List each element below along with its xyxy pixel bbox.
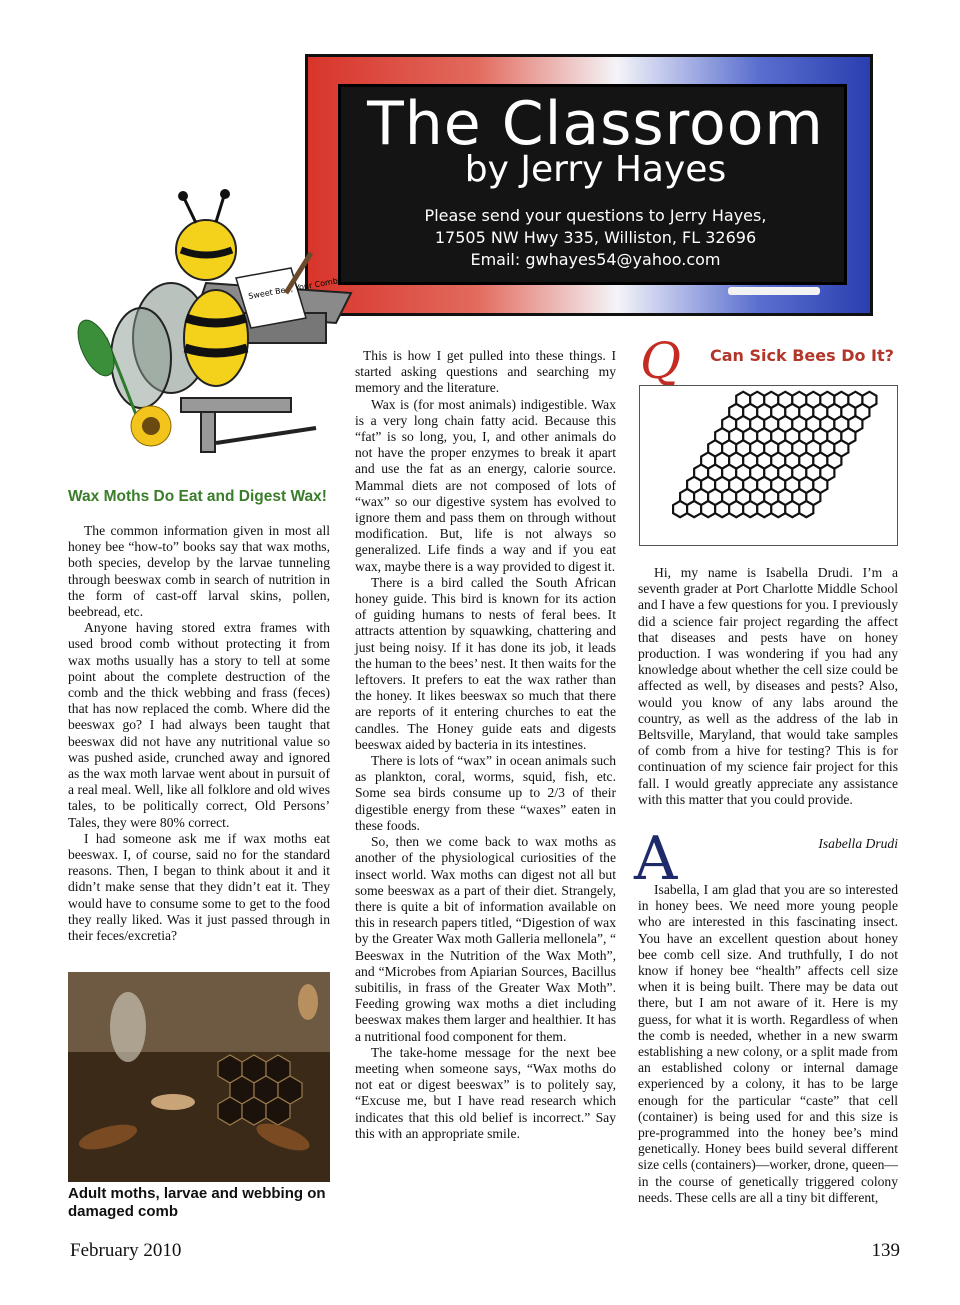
question-body xyxy=(638,565,898,808)
left-article-heading: Wax Moths Do Eat and Digest Wax! xyxy=(68,488,327,505)
contact-line-2: 17505 NW Hwy 335, Williston, FL 32696 xyxy=(434,228,757,247)
paragraph: There is lots of “wax” in ocean animals such as plankton, coral, worms, squid, fish, etc. Some sea birds consume up to 2/3 of their digestible energy from these “waxes” eaten in these foods. xyxy=(355,753,616,833)
wax-moth-photo xyxy=(68,972,330,1182)
left-article-body xyxy=(68,523,330,944)
paragraph: Isabella, I am glad that you are so interested in honey bees. We need more young people who are interested in this fascinating insect. You have an excellent question about honey bee comb cell size. And truthfully, I do not know if honey bee “health” affects cell size when it is being built. There may be data out there, but I am not aware of it. Here is my guess, for what it is worth. Regardless of when the comb is needed, whether in a new swarm establishing a new colony, or a split made from an established colony or internal damage experienced by a colony, it has to be large enough for the particular “caste” that cell (container) is being used for and this size is pre-programmed into the honey bee’s mind genetically. Honey bees build several different size cells (containers)—worker, drone, queen—in the course of genetically triggered colony needs. These cells are all a tiny bit different, xyxy=(638,882,898,1205)
comb-cell xyxy=(715,501,729,517)
paragraph: I had someone ask me if wax moths eat beeswax. I, of course, said no for the standard reasons. Then, I began to think about it and it didn’t make sense that they didn’t eat it. They would have to consume some to get to the food they really liked. Was it just passed through in their feces/excretia? xyxy=(68,830,330,944)
contact-info xyxy=(341,205,850,271)
comb-cell xyxy=(743,501,757,517)
comb-cell xyxy=(729,501,743,517)
note-text: Sweet Bee, Your Comb? xyxy=(247,275,343,301)
comb-cell xyxy=(785,501,799,517)
issue-date: February 2010 xyxy=(70,1240,182,1261)
photo-caption: Adult moths, larvae and webbing on damaged comb xyxy=(68,1185,326,1220)
bee-at-desk-illustration xyxy=(66,188,356,460)
comb-cell xyxy=(757,501,771,517)
paragraph: Hi, my name is Isabella Drudi. I’m a seventh grader at Port Charlotte Middle School and I have a few questions for you. I previously did a science fair project regarding the affect that diseases and pests have on honey production. I was wondering if you had any knowledge about whether the cell size could be affected as well, by diseases and pests? Also, would you know of any labs around the country, as well as the address of the lab in Beltsville, Maryland, that would take samples of comb from a hive for testing? This is for continuation of my science fair project for this fall. I would greatly appreciate any assistance with this matter that you could provide. xyxy=(638,565,898,807)
paragraph: There is a bird called the South African honey guide. This bird is known for its action of guiding humans to nests of feral bees. It attracts attention by squawking, chattering and just being noisy. If it has done its job, it leads the human to the bees’ nest. It then waits for the leftovers. It prefers to eat the wax rather than the honey. It likes beeswax so much that there are reports of it entering churches to eat the candles. The Honey guide eats and digests beeswax aided by bacteria in its intestines. xyxy=(355,574,616,752)
answer-body xyxy=(638,882,898,1206)
paragraph: This is how I get pulled into these things. I started asking questions and searching my memory and the literature. xyxy=(355,348,616,396)
column-title: The Classroom xyxy=(367,89,824,159)
comb-cell xyxy=(771,501,785,517)
middle-article-body xyxy=(355,348,616,1142)
paragraph: So, then we come back to wax moths as another of the physiological curiosities of the insect world. Wax moths can digest not all but some beeswax as a part of their diet. Strangely, there is quite a bit of information available on this in research papers titled, “Digestion of wax by the Greater Wax moth Galleria mellonela”, “ Beeswax in the Nutrition of the Wax Moth”, and “Microbes from Apiarian Sources, Bacillus subitilis, in frass of the Greater Wax Moth”. Feeding growing wax moths a diet including beeswax makes them larger and healthier. It has a nutritional food component for them. xyxy=(355,834,616,1044)
contact-email: Email: gwhayes54@yahoo.com xyxy=(470,250,721,269)
chalkboard xyxy=(338,84,847,285)
question-letter: Q xyxy=(640,332,681,390)
contact-line-1: Please send your questions to Jerry Hayes, xyxy=(424,206,767,225)
question-signature: Isabella Drudi xyxy=(818,836,898,851)
question-heading: Can Sick Bees Do It? xyxy=(710,346,894,365)
page-number: 139 xyxy=(871,1240,900,1261)
comb-cell xyxy=(799,501,813,517)
paragraph: Wax is (for most animals) indigestible. Wax is a very long chain fatty acid. Because this “fat” is so long, you, I, and other animals do not have the proper enzymes to break it apart and use the fat as an energy, calorie source. Mammal diets are not composed of lots of “wax” so our digestive system has evolved to ignore them and pass them on through without modification. But, life is not always so generalized. Life finds a way and if you eat wax, maybe there is a way provided to digest it. xyxy=(355,396,616,574)
answer-letter: A xyxy=(634,824,678,894)
paragraph: The common information given in most all honey bee “how-to” books say that wax moths, both species, develop by the larvae tunneling through beeswax comb in search of nutrition in the form of cast-off larval skins, pollen, beebread, etc. xyxy=(68,523,330,620)
honeycomb-diagram xyxy=(639,385,898,546)
paragraph: The take-home message for the next bee meeting when someone says, “Wax moths do not eat or digest beeswax” is to politely say, “Excuse me, but I have read research which indicates that this old belief is incorrect.” Say this with an appropriate smile. xyxy=(355,1044,616,1141)
comb-cell xyxy=(701,501,715,517)
comb-cell xyxy=(687,501,701,517)
chalk-icon xyxy=(728,287,820,295)
paragraph: Anyone having stored extra frames with used brood comb without protecting it from wax moths usually has a story to tell at some point about the complete destruction of the comb and the thick webbing and frass (feces) that has now replaced the comb. Where did the beeswax go? I had always been taught that beeswax did not have any nutritional value so was pushed aside, crunched away and ignored as the wax moth larvae went about in pursuit of a real meal. Well, like all folklore and old wives tales, to be politically correct, Old Persons’ Tales, they were 80% correct. xyxy=(68,620,330,830)
column-byline: by Jerry Hayes xyxy=(464,149,727,190)
comb-cell xyxy=(673,501,687,517)
